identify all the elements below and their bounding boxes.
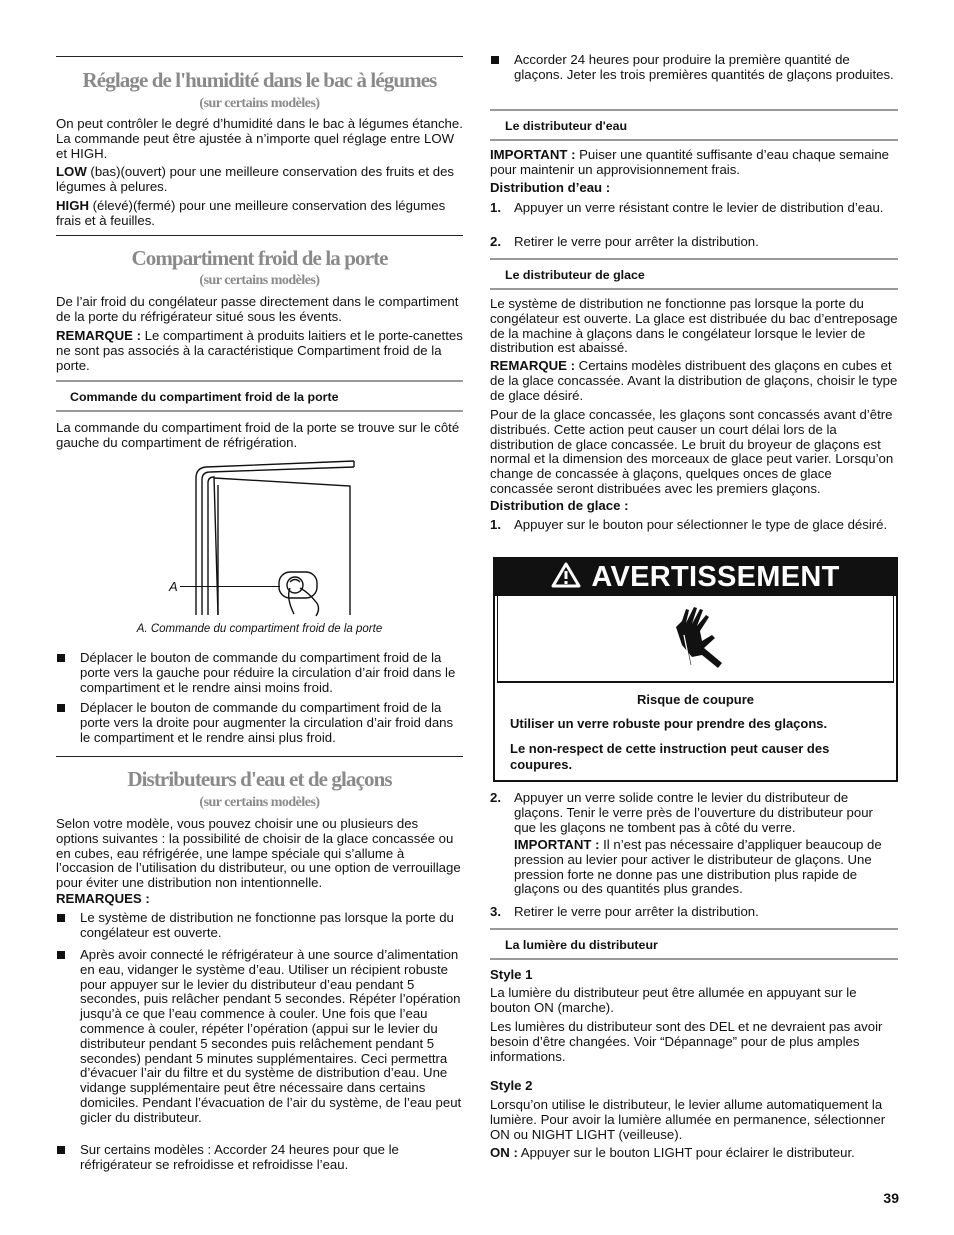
step-number: 2. bbox=[490, 234, 501, 249]
paragraph bbox=[490, 359, 898, 403]
warning-text bbox=[495, 683, 896, 780]
paragraph: Selon votre modèle, vous pouvez choisir une ou plusieurs des options suivantes : la possibilité de choisir de la glace concassée ou en cubes, eau réfrigérée, une lampe spéciale qui s’allume à l’occasion de l’utilisation du distributeur, ou une option de verrouillage pour éviter une distribution non intentionnelle. bbox=[56, 816, 461, 891]
list-item: Après avoir connecté le réfrigérateur à une source d’alimentation en eau, vidanger le système d’eau. Utiliser un récipient robuste pour appuyer sur le levier du distributeur d’eau pendant 5 secondes, puis relâcher pendant 5 secondes. Répéter l’opération jusqu’à ce que l’eau commence à couler. Une fois que l’eau commence à couler, répéter l’opération (appui sur le levier du distributeur pendant 5 secondes puis relâchement pendant 5 secondes) pendant 5 minutes supplémentaires. Ceci permettra d’évacuer l’air du filtre et du système de distribution d’eau. Une vidange supplémentaire peut être nécessaire dans certains domiciles. Pendant l’évacuation de l’air du système, de l’eau peut gicler du distributeur. bbox=[56, 948, 463, 1126]
section-title-compartiment: Compartiment froid de la porte bbox=[131, 246, 388, 270]
label-remarque: REMARQUE : bbox=[490, 358, 575, 373]
text: (bas)(ouvert) pour une meilleure conservation des fruits et des légumes à pelures. bbox=[56, 164, 454, 194]
list-item: Accorder 24 heures pour produire la première quantité de glaçons. Jeter les trois premières quantités de glaçons produites. bbox=[490, 53, 898, 83]
paragraph: La lumière du distributeur peut être allumée en appuyant sur le bouton ON (marche). bbox=[490, 985, 857, 1015]
warning-header bbox=[495, 559, 896, 596]
style-heading: Style 2 bbox=[490, 1078, 533, 1093]
numbered-step bbox=[490, 201, 898, 216]
style-heading: Style 1 bbox=[490, 967, 533, 982]
right-column bbox=[490, 0, 898, 1235]
list-item: Déplacer le bouton de commande du compartiment froid de la porte vers la droite pour augmenter la circulation d’air froid dans le compartiment et le rendre ainsi plus froid. bbox=[56, 701, 463, 745]
numbered-step bbox=[490, 791, 898, 835]
label-low: LOW bbox=[56, 164, 87, 179]
warning-line: Le non-respect de cette instruction peut causer des coupures. bbox=[510, 741, 830, 772]
warning-triangle-icon bbox=[551, 562, 581, 588]
leader-line bbox=[180, 586, 280, 587]
paragraph: De l’air froid du congélateur passe directement dans le compartiment de la porte du réfrigérateur situé sous les évents. bbox=[56, 294, 459, 324]
warning-risk: Risque de coupure bbox=[636, 692, 755, 707]
step-heading: Distribution de glace : bbox=[490, 498, 629, 513]
warning-image-area bbox=[497, 596, 894, 683]
section-rule bbox=[56, 56, 463, 57]
warning-line: Utiliser un verre robuste pour prendre des glaçons. bbox=[510, 716, 828, 731]
paragraph bbox=[490, 148, 898, 178]
label-important: IMPORTANT : bbox=[490, 147, 576, 162]
text: Puiser une quantité suffisante d’eau chaque semaine pour maintenir un approvisionnement frais. bbox=[490, 147, 890, 177]
section-subtitle: (sur certains modèles) bbox=[199, 273, 320, 288]
warning-title: AVERTISSEMENT bbox=[591, 561, 840, 593]
section-title-distributeurs: Distributeurs d'eau et de glaçons bbox=[127, 767, 392, 791]
subhead-lumiere: La lumière du distributeur bbox=[490, 928, 898, 960]
list-item: Déplacer le bouton de commande du compartiment froid de la porte vers la gauche pour réduire la circulation d’air froid dans le compartiment et le rendre ainsi moins froid. bbox=[56, 651, 463, 695]
numbered-step bbox=[490, 905, 898, 920]
subhead-glace: Le distributeur de glace bbox=[490, 258, 898, 290]
left-column bbox=[56, 0, 463, 1235]
figure-caption: A. Commande du compartiment froid de la porte bbox=[136, 623, 383, 635]
numbered-step bbox=[490, 518, 898, 533]
step-text: Retirer le verre pour arrêter la distribution. bbox=[514, 234, 759, 249]
text: Le compartiment à produits laitiers et le porte-canettes ne sont pas associés à la caractéristique Compartiment froid de la porte. bbox=[56, 328, 463, 373]
warning-box bbox=[493, 557, 898, 782]
paragraph: On peut contrôler le degré d’humidité dans le bac à légumes étanche. La commande peut être ajustée à n’importe quel réglage entre LOW et HIGH. bbox=[56, 116, 463, 161]
section-title-humidite: Réglage de l'humidité dans le bac à légumes bbox=[82, 68, 437, 92]
list-item: Sur certains modèles : Accorder 24 heures pour que le réfrigérateur se refroidisse et refroidisse l’eau. bbox=[56, 1143, 463, 1173]
numbered-step bbox=[490, 235, 898, 250]
step-number: 3. bbox=[490, 904, 501, 919]
text: Certains modèles distribuent des glaçons en cubes et de la glace concassée. Avant la distribution de glaçons, choisir le type de glace désiré. bbox=[490, 358, 898, 403]
text: Appuyer sur le bouton LIGHT pour éclairer le distributeur. bbox=[517, 1145, 855, 1160]
step-text: Retirer le verre pour arrêter la distribution. bbox=[514, 904, 759, 919]
remarques-label: REMARQUES : bbox=[56, 891, 150, 906]
label-remarque: REMARQUE : bbox=[56, 328, 141, 343]
section-rule bbox=[56, 756, 463, 757]
text: Il n’est pas nécessaire d’appliquer beaucoup de pression au levier pour activer le distributeur de glaçons. Une pression forte ne donne pas une distribution plus rapide de glaçons ou des quantités plus grandes. bbox=[514, 837, 882, 897]
paragraph bbox=[490, 1146, 898, 1161]
subhead-eau: Le distributeur d'eau bbox=[490, 109, 898, 141]
section-rule bbox=[56, 235, 463, 236]
step-number: 1. bbox=[490, 200, 501, 215]
paragraph bbox=[56, 329, 463, 373]
step-number: 2. bbox=[490, 790, 501, 805]
paragraph bbox=[56, 199, 463, 229]
paragraph: Le système de distribution ne fonctionne pas lorsque la porte du congélateur est ouverte. La glace est distribuée du bac d’entreposage de la machine à glaçons dans le congélateur lorsque le levier de distribution est abaissé. bbox=[490, 296, 898, 356]
step-number: 1. bbox=[490, 517, 501, 532]
step-text: Appuyer un verre solide contre le levier du distributeur de glaçons. Tenir le verre près de l’ouverture du distributeur pour que les glaçons ne tombent pas à côté du verre. bbox=[514, 790, 873, 835]
step-text: Appuyer sur le bouton pour sélectionner le type de glace désiré. bbox=[514, 517, 888, 532]
section-subtitle: (sur certains modèles) bbox=[199, 96, 320, 111]
door-compartment-illustration bbox=[194, 458, 356, 618]
paragraph: Pour de la glace concassée, les glaçons sont concassés avant d’être distribués. Cette action peut causer un court délai lors de la distribution de glace concassée. Le bruit du broyeur de glaçons est normal et la dimension des morceaux de glace peut varier. Lorsqu’on change de concassée à glaçons, quelques onces de glace concassée seront distribuées avec les premiers glaçons. bbox=[490, 407, 894, 496]
cut-hand-icon bbox=[664, 605, 730, 671]
step-text: Appuyer un verre résistant contre le levier de distribution d’eau. bbox=[514, 200, 884, 215]
section-subtitle: (sur certains modèles) bbox=[199, 795, 320, 810]
step-heading: Distribution d’eau : bbox=[490, 180, 611, 195]
paragraph: Les lumières du distributeur sont des DEL et ne devraient pas avoir besoin d’être changées. Voir “Dépannage” pour de plus amples informations. bbox=[490, 1019, 883, 1064]
paragraph: La commande du compartiment froid de la porte se trouve sur le côté gauche du compartiment de réfrigération. bbox=[56, 420, 460, 450]
label-high: HIGH bbox=[56, 198, 89, 213]
figure-letter: A bbox=[169, 579, 178, 594]
label-important: IMPORTANT : bbox=[514, 837, 600, 852]
subhead-commande: Commande du compartiment froid de la porte bbox=[56, 380, 463, 412]
paragraph: Lorsqu’on utilise le distributeur, le levier allume automatiquement la lumière. Pour avoir la lumière allumée en permanence, sélectionner ON ou NIGHT LIGHT (veilleuse). bbox=[490, 1097, 886, 1142]
text: (élevé)(fermé) pour une meilleure conservation des légumes frais et à feuilles. bbox=[56, 198, 446, 228]
page-number: 39 bbox=[883, 1190, 899, 1206]
paragraph bbox=[56, 165, 463, 195]
paragraph bbox=[514, 838, 898, 897]
list-item: Le système de distribution ne fonctionne pas lorsque la porte du congélateur est ouverte. bbox=[56, 911, 463, 941]
label-on: ON : bbox=[490, 1145, 518, 1160]
